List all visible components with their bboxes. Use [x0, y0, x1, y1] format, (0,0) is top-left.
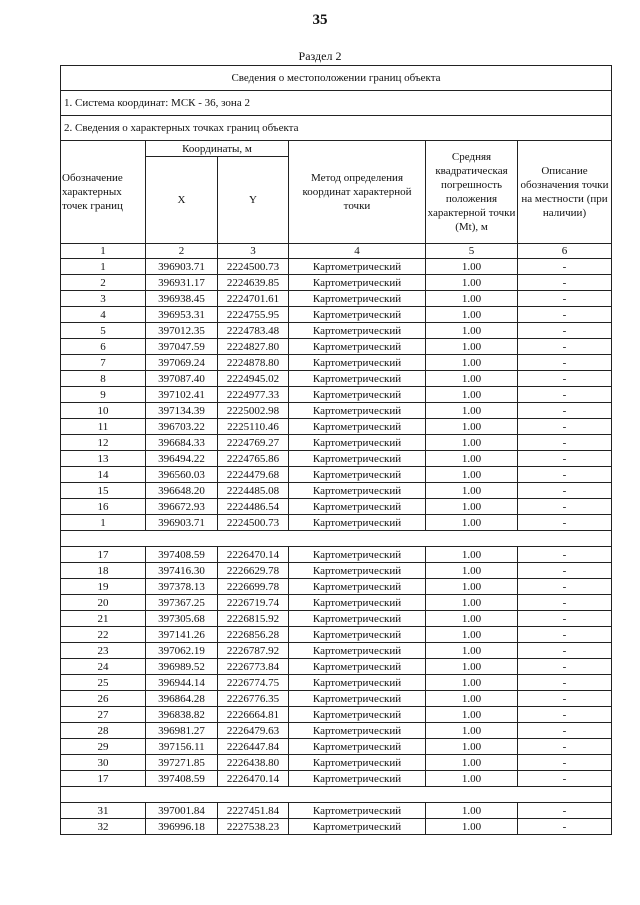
coord-x: 397141.26	[146, 627, 218, 643]
method: Картометрический	[289, 419, 426, 435]
method: Картометрический	[289, 739, 426, 755]
error-value: 1.00	[426, 275, 518, 291]
coord-x: 396953.31	[146, 307, 218, 323]
coord-x: 396838.82	[146, 707, 218, 723]
description: -	[518, 291, 612, 307]
table-row	[61, 259, 612, 275]
method: Картометрический	[289, 275, 426, 291]
description: -	[518, 771, 612, 787]
error-value: 1.00	[426, 739, 518, 755]
coord-y: 2224755.95	[218, 307, 289, 323]
col-x: X	[146, 157, 218, 244]
coord-y: 2226438.80	[218, 755, 289, 771]
coord-y: 2224500.73	[218, 515, 289, 531]
coord-x: 396996.18	[146, 819, 218, 835]
point-id: 15	[61, 483, 146, 499]
coord-x: 397367.25	[146, 595, 218, 611]
point-id: 8	[61, 371, 146, 387]
error-value: 1.00	[426, 483, 518, 499]
coord-y: 2226629.78	[218, 563, 289, 579]
error-value: 1.00	[426, 467, 518, 483]
coord-x: 397271.85	[146, 755, 218, 771]
error-value: 1.00	[426, 499, 518, 515]
coord-y: 2226815.92	[218, 611, 289, 627]
table-row	[61, 323, 612, 339]
table-row	[61, 435, 612, 451]
boundary-points-table	[60, 65, 612, 835]
col-coordinates: Координаты, м	[146, 141, 289, 157]
table-row	[61, 611, 612, 627]
method: Картометрический	[289, 339, 426, 355]
table-row	[61, 467, 612, 483]
column-number-row	[61, 244, 612, 259]
point-id: 7	[61, 355, 146, 371]
coord-y: 2226470.14	[218, 547, 289, 563]
point-id: 18	[61, 563, 146, 579]
description: -	[518, 371, 612, 387]
table-row	[61, 499, 612, 515]
table-row	[61, 723, 612, 739]
points-title-row	[61, 116, 612, 141]
coord-x: 396648.20	[146, 483, 218, 499]
table-row	[61, 451, 612, 467]
description: -	[518, 707, 612, 723]
column-number: 1	[61, 244, 146, 259]
coord-x: 396989.52	[146, 659, 218, 675]
description: -	[518, 515, 612, 531]
description: -	[518, 323, 612, 339]
method: Картометрический	[289, 467, 426, 483]
description: -	[518, 387, 612, 403]
coord-y: 2224701.61	[218, 291, 289, 307]
table-row	[61, 595, 612, 611]
coord-y: 2226773.84	[218, 659, 289, 675]
description: -	[518, 579, 612, 595]
coord-x: 396938.45	[146, 291, 218, 307]
point-id: 6	[61, 339, 146, 355]
point-id: 29	[61, 739, 146, 755]
point-id: 12	[61, 435, 146, 451]
error-value: 1.00	[426, 643, 518, 659]
point-id: 17	[61, 771, 146, 787]
coord-y: 2224500.73	[218, 259, 289, 275]
method: Картометрический	[289, 627, 426, 643]
method: Картометрический	[289, 435, 426, 451]
coord-y: 2224977.33	[218, 387, 289, 403]
description: -	[518, 547, 612, 563]
point-id: 4	[61, 307, 146, 323]
coord-y: 2226479.63	[218, 723, 289, 739]
point-id: 22	[61, 627, 146, 643]
coord-system: 1. Система координат: МСК - 36, зона 2	[61, 91, 612, 116]
coord-x: 396981.27	[146, 723, 218, 739]
description: -	[518, 435, 612, 451]
error-value: 1.00	[426, 403, 518, 419]
table-row	[61, 771, 612, 787]
description: -	[518, 483, 612, 499]
method: Картометрический	[289, 771, 426, 787]
table-row	[61, 579, 612, 595]
table-title-row	[61, 66, 612, 91]
coord-x: 397069.24	[146, 355, 218, 371]
section-title: Раздел 2	[298, 49, 342, 63]
table-row	[61, 627, 612, 643]
coord-x: 396684.33	[146, 435, 218, 451]
description: -	[518, 819, 612, 835]
coord-x: 397102.41	[146, 387, 218, 403]
method: Картометрический	[289, 547, 426, 563]
coord-y: 2226447.84	[218, 739, 289, 755]
coord-y: 2224765.86	[218, 451, 289, 467]
coord-x: 396903.71	[146, 259, 218, 275]
coord-x: 397001.84	[146, 803, 218, 819]
coord-x: 397408.59	[146, 547, 218, 563]
point-id: 28	[61, 723, 146, 739]
point-id: 2	[61, 275, 146, 291]
error-value: 1.00	[426, 515, 518, 531]
error-value: 1.00	[426, 611, 518, 627]
method: Картометрический	[289, 675, 426, 691]
description: -	[518, 403, 612, 419]
error-value: 1.00	[426, 707, 518, 723]
method: Картометрический	[289, 563, 426, 579]
table-row	[61, 483, 612, 499]
point-id: 19	[61, 579, 146, 595]
error-value: 1.00	[426, 307, 518, 323]
point-id: 11	[61, 419, 146, 435]
error-value: 1.00	[426, 803, 518, 819]
table-row	[61, 403, 612, 419]
coord-x: 396494.22	[146, 451, 218, 467]
coord-y: 2224639.85	[218, 275, 289, 291]
method: Картометрический	[289, 595, 426, 611]
method: Картометрический	[289, 579, 426, 595]
coord-x: 396560.03	[146, 467, 218, 483]
method: Картометрический	[289, 803, 426, 819]
point-id: 24	[61, 659, 146, 675]
description: -	[518, 723, 612, 739]
coord-x: 397012.35	[146, 323, 218, 339]
page-number: 35	[312, 12, 328, 28]
coord-y: 2224878.80	[218, 355, 289, 371]
method: Картометрический	[289, 755, 426, 771]
error-value: 1.00	[426, 755, 518, 771]
error-value: 1.00	[426, 355, 518, 371]
col-error: Средняя квадратическая погрешность положения характерной точки (Mt), м	[426, 141, 518, 244]
point-id: 23	[61, 643, 146, 659]
method: Картометрический	[289, 659, 426, 675]
table-row	[61, 419, 612, 435]
coord-system-row	[61, 91, 612, 116]
column-header-row	[61, 141, 612, 157]
coord-x: 397087.40	[146, 371, 218, 387]
column-number: 6	[518, 244, 612, 259]
error-value: 1.00	[426, 339, 518, 355]
error-value: 1.00	[426, 691, 518, 707]
description: -	[518, 563, 612, 579]
method: Картометрический	[289, 307, 426, 323]
method: Картометрический	[289, 643, 426, 659]
table-row	[61, 819, 612, 835]
coord-x: 397416.30	[146, 563, 218, 579]
point-id: 16	[61, 499, 146, 515]
point-id: 32	[61, 819, 146, 835]
coord-x: 396864.28	[146, 691, 218, 707]
point-id: 10	[61, 403, 146, 419]
point-id: 31	[61, 803, 146, 819]
error-value: 1.00	[426, 419, 518, 435]
table-row	[61, 739, 612, 755]
point-id: 26	[61, 691, 146, 707]
coord-y: 2225002.98	[218, 403, 289, 419]
method: Картометрический	[289, 371, 426, 387]
coord-y: 2226664.81	[218, 707, 289, 723]
coord-y: 2227538.23	[218, 819, 289, 835]
method: Картометрический	[289, 387, 426, 403]
error-value: 1.00	[426, 771, 518, 787]
error-value: 1.00	[426, 819, 518, 835]
table-row	[61, 387, 612, 403]
description: -	[518, 627, 612, 643]
coord-x: 396903.71	[146, 515, 218, 531]
description: -	[518, 355, 612, 371]
description: -	[518, 675, 612, 691]
point-id: 3	[61, 291, 146, 307]
col-method: Метод определения координат характерной точки	[289, 141, 426, 244]
description: -	[518, 611, 612, 627]
coord-y: 2226856.28	[218, 627, 289, 643]
coord-x: 397134.39	[146, 403, 218, 419]
coord-x: 397156.11	[146, 739, 218, 755]
description: -	[518, 451, 612, 467]
description: -	[518, 691, 612, 707]
table-body	[61, 66, 612, 835]
coord-y: 2226787.92	[218, 643, 289, 659]
coord-y: 2226774.75	[218, 675, 289, 691]
coord-y: 2224945.02	[218, 371, 289, 387]
point-id: 9	[61, 387, 146, 403]
error-value: 1.00	[426, 291, 518, 307]
method: Картометрический	[289, 707, 426, 723]
method: Картометрический	[289, 291, 426, 307]
method: Картометрический	[289, 355, 426, 371]
method: Картометрический	[289, 723, 426, 739]
error-value: 1.00	[426, 563, 518, 579]
coord-x: 397062.19	[146, 643, 218, 659]
method: Картометрический	[289, 819, 426, 835]
point-id: 1	[61, 515, 146, 531]
table-row	[61, 707, 612, 723]
table-row	[61, 755, 612, 771]
coord-y: 2224486.54	[218, 499, 289, 515]
error-value: 1.00	[426, 579, 518, 595]
column-number: 5	[426, 244, 518, 259]
point-id: 27	[61, 707, 146, 723]
description: -	[518, 499, 612, 515]
point-id: 1	[61, 259, 146, 275]
coord-y: 2224827.80	[218, 339, 289, 355]
coord-y: 2227451.84	[218, 803, 289, 819]
method: Картометрический	[289, 403, 426, 419]
col-description: Описание обозначения точки на местности (при наличии)	[518, 141, 612, 244]
points-title: 2. Сведения о характерных точках границ объекта	[61, 116, 612, 141]
col-designation: Обозначение характерных точек границ	[61, 141, 146, 244]
coord-y: 2226719.74	[218, 595, 289, 611]
table-row	[61, 803, 612, 819]
coord-y: 2226776.35	[218, 691, 289, 707]
coord-y: 2224479.68	[218, 467, 289, 483]
coord-y: 2224485.08	[218, 483, 289, 499]
point-id: 13	[61, 451, 146, 467]
error-value: 1.00	[426, 547, 518, 563]
method: Картометрический	[289, 611, 426, 627]
description: -	[518, 755, 612, 771]
description: -	[518, 803, 612, 819]
error-value: 1.00	[426, 675, 518, 691]
method: Картометрический	[289, 451, 426, 467]
point-id: 25	[61, 675, 146, 691]
table-row	[61, 675, 612, 691]
coord-y: 2225110.46	[218, 419, 289, 435]
col-y: Y	[218, 157, 289, 244]
table-row	[61, 643, 612, 659]
error-value: 1.00	[426, 627, 518, 643]
point-id: 30	[61, 755, 146, 771]
table-title: Сведения о местоположении границ объекта	[61, 66, 612, 91]
table-row	[61, 563, 612, 579]
error-value: 1.00	[426, 451, 518, 467]
description: -	[518, 643, 612, 659]
method: Картометрический	[289, 499, 426, 515]
group-separator	[61, 787, 612, 803]
description: -	[518, 275, 612, 291]
table-row	[61, 547, 612, 563]
description: -	[518, 739, 612, 755]
method: Картометрический	[289, 323, 426, 339]
description: -	[518, 307, 612, 323]
description: -	[518, 339, 612, 355]
table-row	[61, 307, 612, 323]
point-id: 20	[61, 595, 146, 611]
description: -	[518, 595, 612, 611]
coord-y: 2226470.14	[218, 771, 289, 787]
group-separator	[61, 531, 612, 547]
coord-x: 396672.93	[146, 499, 218, 515]
column-number: 4	[289, 244, 426, 259]
point-id: 14	[61, 467, 146, 483]
method: Картометрический	[289, 483, 426, 499]
coord-x: 397378.13	[146, 579, 218, 595]
column-number: 2	[146, 244, 218, 259]
description: -	[518, 419, 612, 435]
table-row	[61, 691, 612, 707]
description: -	[518, 467, 612, 483]
coord-x: 396931.17	[146, 275, 218, 291]
point-id: 5	[61, 323, 146, 339]
method: Картометрический	[289, 515, 426, 531]
group-separator-row	[61, 787, 612, 803]
error-value: 1.00	[426, 371, 518, 387]
column-number: 3	[218, 244, 289, 259]
coord-x: 397305.68	[146, 611, 218, 627]
group-separator-row	[61, 531, 612, 547]
coord-x: 397408.59	[146, 771, 218, 787]
method: Картометрический	[289, 259, 426, 275]
coord-y: 2224769.27	[218, 435, 289, 451]
table-row	[61, 291, 612, 307]
error-value: 1.00	[426, 323, 518, 339]
description: -	[518, 259, 612, 275]
coord-x: 397047.59	[146, 339, 218, 355]
table-row	[61, 371, 612, 387]
point-id: 21	[61, 611, 146, 627]
table-row	[61, 275, 612, 291]
table-row	[61, 659, 612, 675]
point-id: 17	[61, 547, 146, 563]
coord-x: 396944.14	[146, 675, 218, 691]
table-row	[61, 515, 612, 531]
error-value: 1.00	[426, 595, 518, 611]
table-row	[61, 355, 612, 371]
coord-x: 396703.22	[146, 419, 218, 435]
error-value: 1.00	[426, 387, 518, 403]
coord-y: 2226699.78	[218, 579, 289, 595]
method: Картометрический	[289, 691, 426, 707]
error-value: 1.00	[426, 435, 518, 451]
coord-y: 2224783.48	[218, 323, 289, 339]
table-row	[61, 339, 612, 355]
error-value: 1.00	[426, 723, 518, 739]
description: -	[518, 659, 612, 675]
error-value: 1.00	[426, 659, 518, 675]
error-value: 1.00	[426, 259, 518, 275]
